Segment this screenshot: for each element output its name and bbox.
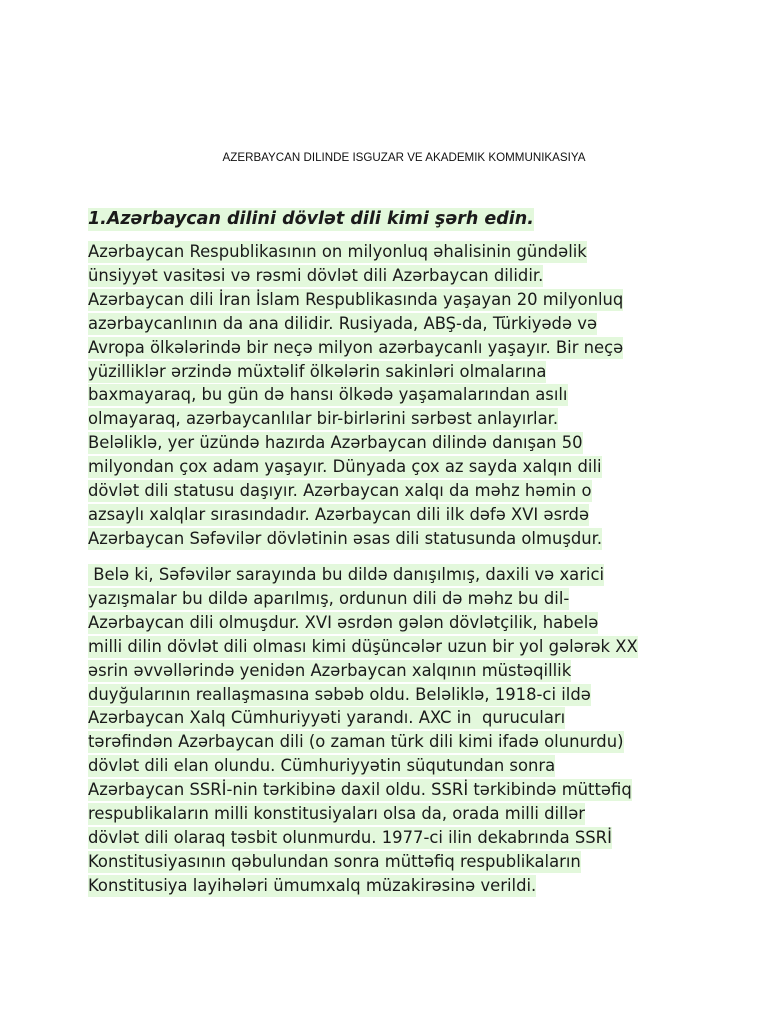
paragraph-line: baxmayaraq, bu gün də hansı ölkədə yaşamalarından asılı [88,385,568,405]
paragraph-line: olmayaraq, azərbaycanlılar bir-birlərini sərbəst anlayırlar. [88,409,559,429]
paragraph-line: əsrin əvvəllərində yenidən Azərbaycan xalqının müstəqillik [88,660,572,680]
paragraph-line: Avropa ölkələrində bir neçə milyon azərbaycanlı yaşayır. Bir neçə [88,337,624,357]
paragraph-line: yazışmalar bu dildə aparılmış, ordunun dili də məhz bu dil- [88,588,570,608]
paragraph-line: yüzilliklər ərzində müxtəlif ölkələrin sakinləri olmalarına [88,361,547,381]
paragraph-line: azsaylı xalqlar sırasındadır. Azərbaycan dili ilk dəfə XVI əsrdə [88,504,590,524]
paragraph-line: Azərbaycan dili olmuşdur. XVI əsrdən gələn dövlətçilik, habelə [88,612,599,632]
paragraph-line: duyğularının reallaşmasına səbəb oldu. Beləliklə, 1918-ci ildə [88,684,591,704]
paragraph-line: Belə ki, Səfəvilər sarayında bu dildə danışılmış, daxili və xarici [88,565,605,584]
paragraph-line: Azərbaycan SSRİ-nin tərkibinə daxil oldu. SSRİ tərkibində müttəfiq [88,780,632,800]
paragraph-line: milyondan çox adam yaşayır. Dünyada çox az sayda xalqın dili [88,457,602,477]
paragraph-line: azərbaycanlının da ana dilidir. Rusiyada, ABŞ-da, Türkiyədə və [88,313,598,333]
paragraph-line: Azərbaycan Səfəvilər dövlətinin əsas dili statusunda olmuşdur. [88,528,603,548]
paragraph-line: dövlət dili olaraq təsbit olunmurdu. 1977-ci ilin dekabrında SSRİ [88,827,612,847]
paragraph-line: ünsiyyət vasitəsi və rəsmi dövlət dili Azərbaycan dilidir. [88,265,544,285]
paragraph-line: milli dilin dövlət dili olması kimi düşüncələr uzun bir yol gələrək XX [88,636,638,656]
paragraph-line: respublikaların milli konstitusiyaları olsa da, orada milli dillər [88,804,586,824]
paragraph-2 [88,563,688,898]
section-heading [88,207,688,231]
paragraph-line: Konstitusiyasının qəbulundan sonra müttəfiq respublikaların [88,851,581,871]
paragraph-line: Konstitusiya layihələri ümumxalq müzakirəsinə verildi. [88,875,537,895]
paragraph-line: Azərbaycan Respublikasının on milyonluq əhalisinin gündəlik [88,242,587,261]
paragraph-line: Beləliklə, yer üzündə hazırda Azərbaycan dilində danışan 50 [88,433,583,453]
paragraph-line: tərəfindən Azərbaycan dili (o zaman türk dili kimi ifadə olunurdu) [88,732,624,752]
paragraph-line: Azərbaycan Xalq Cümhuriyyəti yarandı. AXC in qurucuları [88,708,566,728]
paragraph-1 [88,240,688,551]
paragraph-line: Azərbaycan dili İran İslam Respublikasında yaşayan 20 milyonluq [88,289,624,309]
section-heading-text: 1.Azərbaycan dilini dövlət dili kimi şərh edin. [88,209,534,229]
paragraph-line: dövlət dili statusu daşıyır. Azərbaycan xalqı da məhz həmin o [88,481,592,501]
paragraph-line: dövlət dili elan olundu. Cümhuriyyətin süqutundan sonra [88,756,556,776]
document-header: AZERBAYCAN DILINDE ISGUZAR VE AKADEMIK KOMMUNIKASIYA [222,151,586,164]
